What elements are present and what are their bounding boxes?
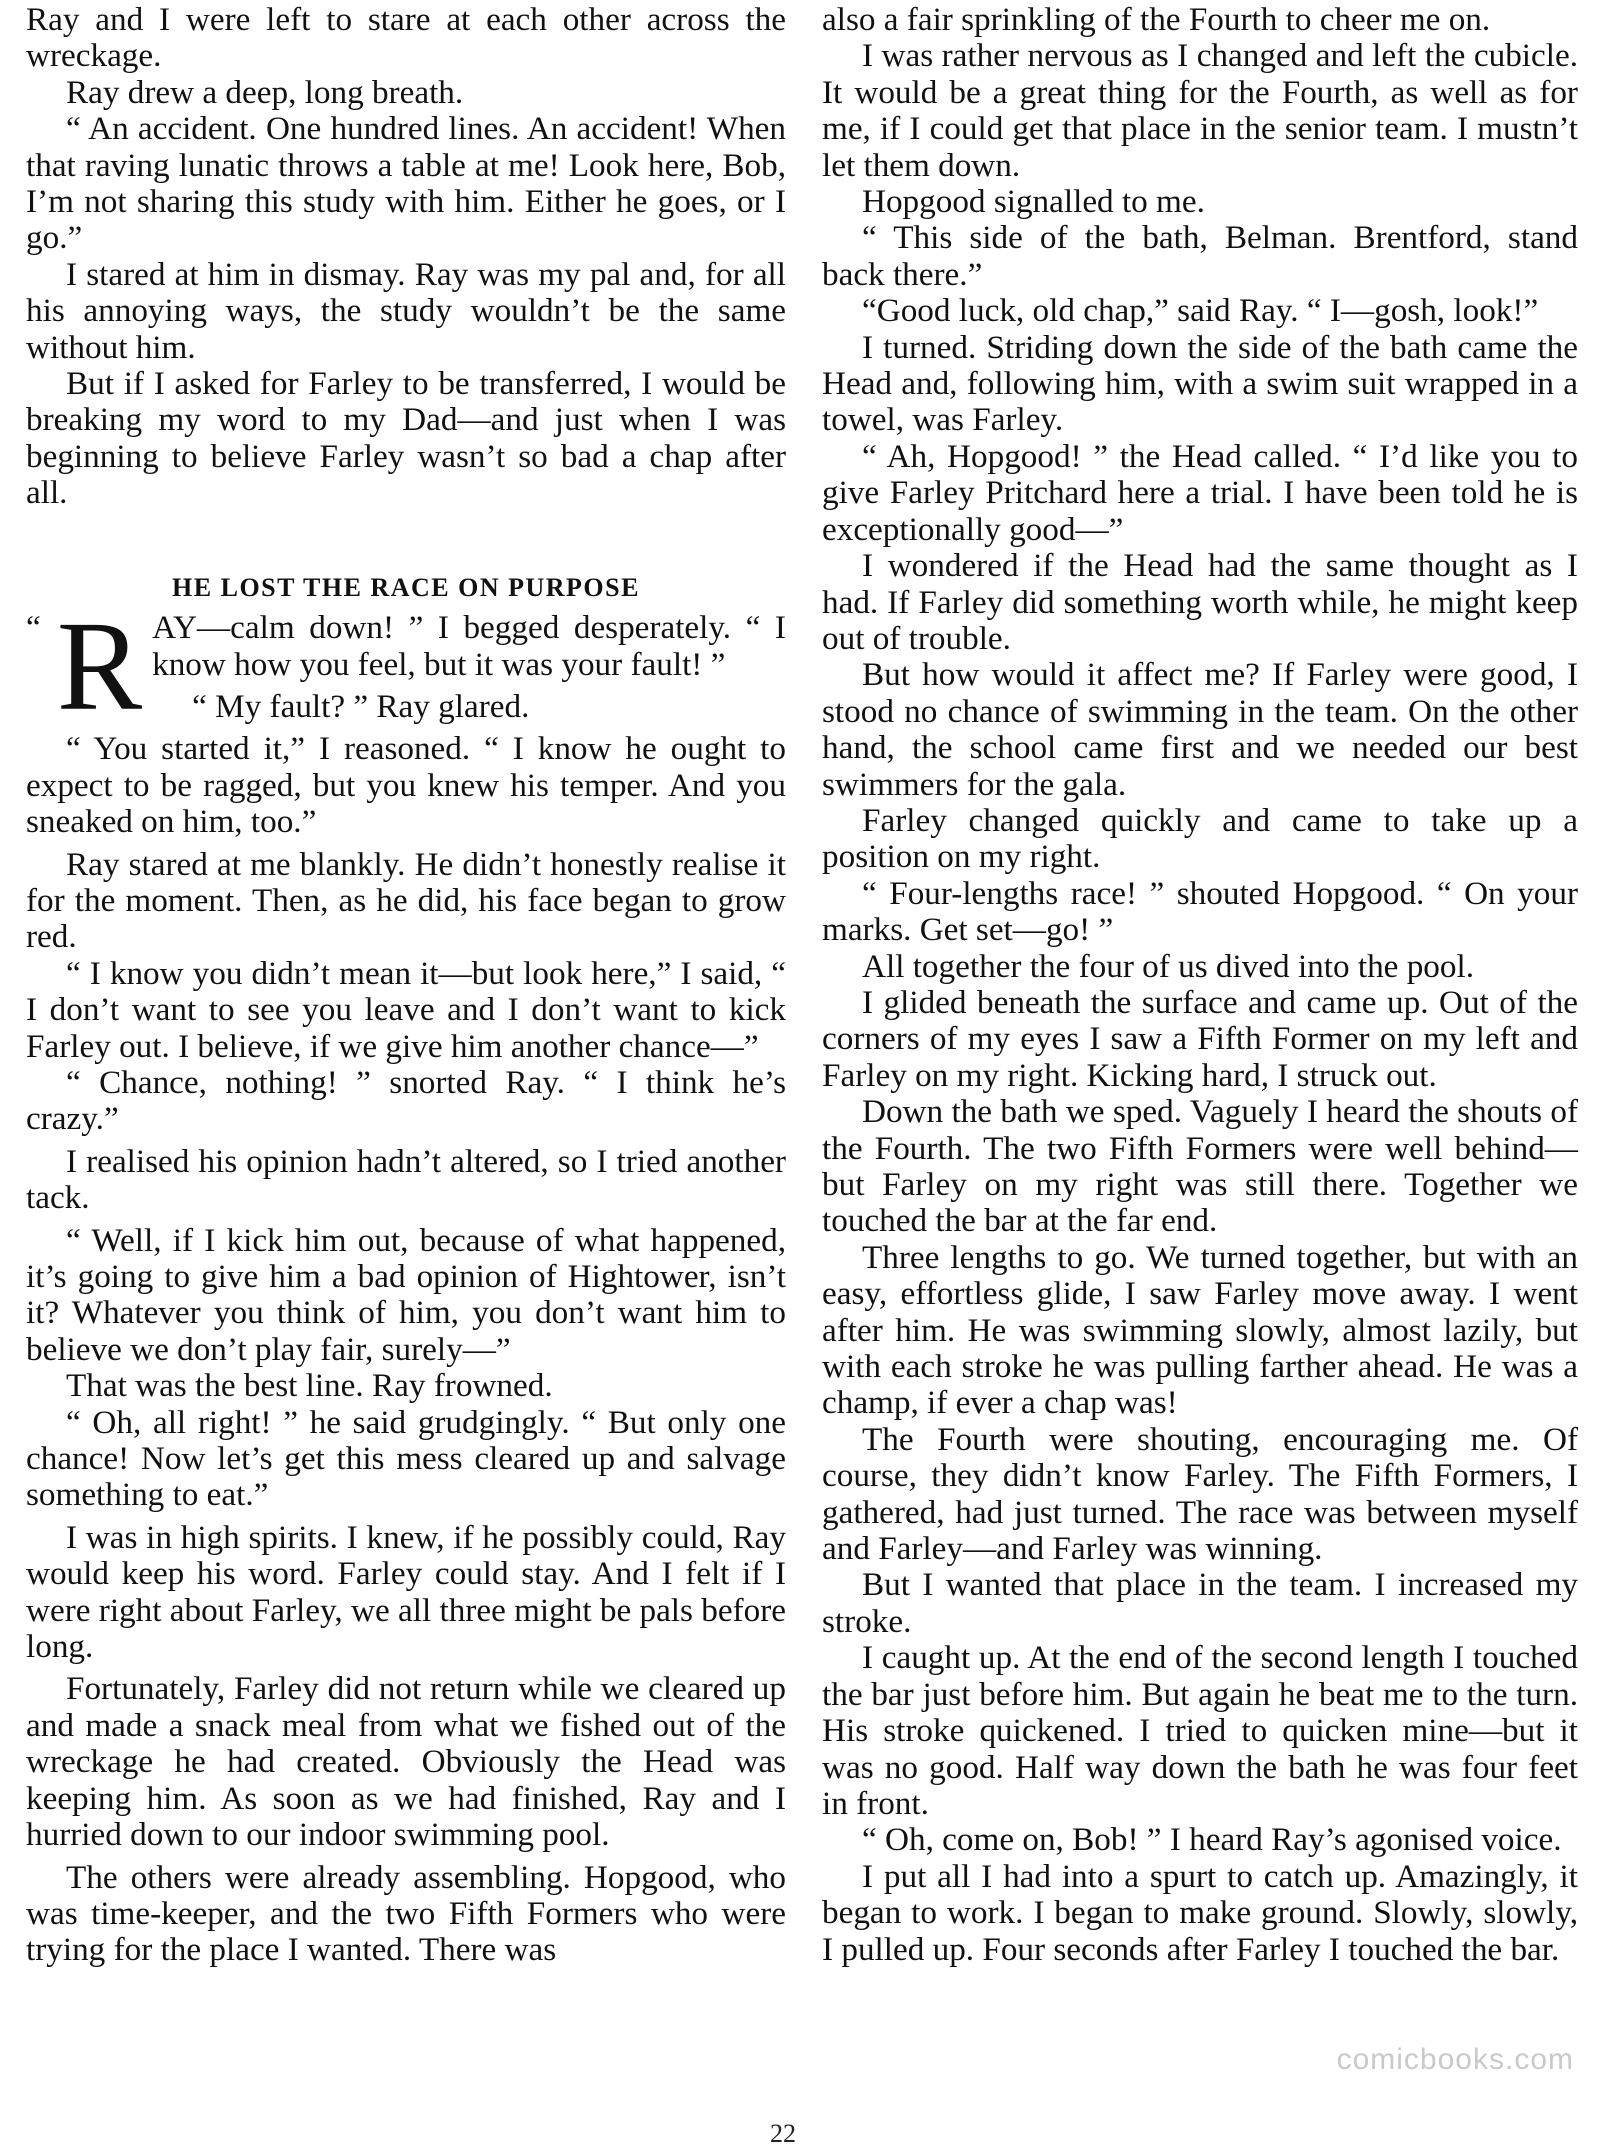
paragraph: “ Ah, Hopgood! ” the Head called. “ I’d like you to give Farley Pritchard here a trial. I have been told he is exceptionally good—” — [822, 437, 1578, 548]
section-heading: HE LOST THE RACE ON PURPOSE — [172, 572, 640, 602]
paragraph: “ Chance, nothing! ” snorted Ray. “ I think he’s crazy.” — [26, 1063, 786, 1138]
paragraph: The Fourth were shouting, encouraging me. Of course, they didn’t know Farley. The Fifth Formers, I gathered, had just turned. The race was between myself and Farley—and Farley was winning. — [822, 1420, 1578, 1568]
paragraph: The others were already assembling. Hopgood, who was time-keeper, and the two Fifth Formers who were trying for the place I wanted. There was — [26, 1858, 786, 1969]
paragraph: Ray and I were left to stare at each other across the wreckage. — [26, 1, 786, 75]
paragraph: I caught up. At the end of the second length I touched the bar just before him. But again he beat me to the turn. His stroke quickened. I tried to quicken mine—but it was no good. Half way down the bath he was four feet in front. — [822, 1639, 1578, 1822]
paragraph: I stared at him in dismay. Ray was my pal and, for all his annoying ways, the study wouldn’t be the same without him. — [26, 255, 786, 366]
watermark: comicbooks.com — [1336, 2043, 1574, 2076]
paragraph: Hopgood signalled to me. — [862, 183, 1205, 221]
paragraph: Ray stared at me blankly. He didn’t honestly realise it for the moment. Then, as he did, his face began to grow red. — [26, 845, 786, 956]
drop-cap-letter: R — [56, 595, 143, 738]
paragraph: “ An accident. One hundred lines. An accident! When that raving lunatic throws a table at me! Look here, Bob, I’m not sharing this study with him. Either he goes, or I go.” — [26, 110, 786, 257]
paragraph: also a fair sprinkling of the Fourth to cheer me on. — [822, 1, 1491, 38]
paragraph: Fortunately, Farley did not return while we cleared up and made a snack meal from what we fished out of the wreckage he had created. Obviously the Head was keeping him. As soon as we had finished, Ray and I hurried down to our indoor swimming pool. — [26, 1670, 786, 1854]
paragraph: But I wanted that place in the team. I increased my stroke. — [822, 1566, 1578, 1640]
paragraph: Three lengths to go. We turned together, but with an easy, effortless glide, I saw Farley move away. I went after him. He was swimming slowly, almost lazily, but with each stroke he was pulling farther ahead. He was a champ, if ever a chap was! — [822, 1238, 1578, 1422]
left-column — [26, 2, 786, 1969]
paragraph: “ You started it,” I reasoned. “ I know he ought to expect to be ragged, but you knew his temper. And you sneaked on him, too.” — [26, 730, 786, 841]
paragraph: “ Oh, come on, Bob! ” I heard Ray’s agonised voice. — [862, 1821, 1562, 1859]
paragraph: I was in high spirits. I knew, if he possibly could, Ray would keep his word. Farley could stay. And I felt if I were right about Farley, we all three might be pals before long. — [26, 1518, 786, 1666]
paragraph: I wondered if the Head had the same thought as I had. If Farley did something worth while, he might keep out of trouble. — [822, 547, 1578, 657]
paragraph: I turned. Striding down the side of the bath came the Head and, following him, with a swim suit wrapped in a towel, was Farley. — [822, 328, 1578, 439]
paragraph: “ This side of the bath, Belman. Brentford, stand back there.” — [822, 219, 1578, 293]
right-column — [822, 2, 1578, 1968]
paragraph: “Good luck, old chap,” said Ray. “ I—gosh, look!” — [862, 292, 1539, 330]
paragraph: Down the bath we sped. Vaguely I heard the shouts of the Fourth. The two Fifth Formers were well behind—but Farley on my right was still there. Together we touched the bar at the far end. — [822, 1093, 1578, 1240]
paragraph: Ray drew a deep, long breath. — [66, 73, 464, 111]
paragraph: But how would it affect me? If Farley were good, I stood no chance of swimming in the team. On the other hand, the school came first and we needed our best swimmers for the gala. — [822, 656, 1578, 803]
paragraph: “ Four-lengths race! ” shouted Hopgood. “ On your marks. Get set—go! ” — [822, 874, 1578, 949]
paragraph: All together the four of us dived into the pool. — [862, 947, 1475, 985]
paragraph: That was the best line. Ray frowned. — [66, 1367, 553, 1405]
paragraph-text: AY—calm down! ” I begged desperately. “ I know how you feel, but it was your fault! ” — [152, 609, 786, 683]
paragraph: “ Well, if I kick him out, because of what happened, it’s going to give him a bad opinion of Hightower, isn’t it? Whatever you think of him, you don’t want him to believe we don’t play fair, surely—” — [26, 1221, 786, 1368]
paragraph: “ My fault? ” Ray glared. — [192, 687, 530, 725]
paragraph: I put all I had into a spurt to catch up. Amazingly, it began to work. I began to make ground. Slowly, slowly, I pulled up. Four seconds after Farley I touched the bar. — [822, 1857, 1578, 1968]
paragraph: I glided beneath the surface and came up. Out of the corners of my eyes I saw a Fifth Former on my left and Farley on my right. Kicking hard, I struck out. — [822, 983, 1578, 1094]
paragraph: I was rather nervous as I changed and left the cubicle. It would be a great thing for the Fourth, as well as for me, if I could get that place in the senior team. I mustn’t let them down. — [822, 37, 1578, 184]
paragraph: I realised his opinion hadn’t altered, so I tried another tack. — [26, 1142, 786, 1217]
paragraph: But if I asked for Farley to be transferred, I would be breaking my word to my Dad—and just when I was beginning to believe Farley wasn’t so bad a chap after all. — [26, 365, 786, 512]
paragraph: “ I know you didn’t mean it—but look here,” I said, “ I don’t want to see you leave and I don’t want to kick Farley out. I believe, if we give him another chance—” — [26, 954, 786, 1065]
paragraph: “ Oh, all right! ” he said grudgingly. “ But only one chance! Now let’s get this mess cleared up and salvage something to eat.” — [26, 1403, 786, 1514]
page-number: 22 — [770, 2119, 796, 2148]
opening-quote: “ — [26, 609, 41, 647]
paragraph: Farley changed quickly and came to take up a position on my right. — [822, 801, 1578, 876]
